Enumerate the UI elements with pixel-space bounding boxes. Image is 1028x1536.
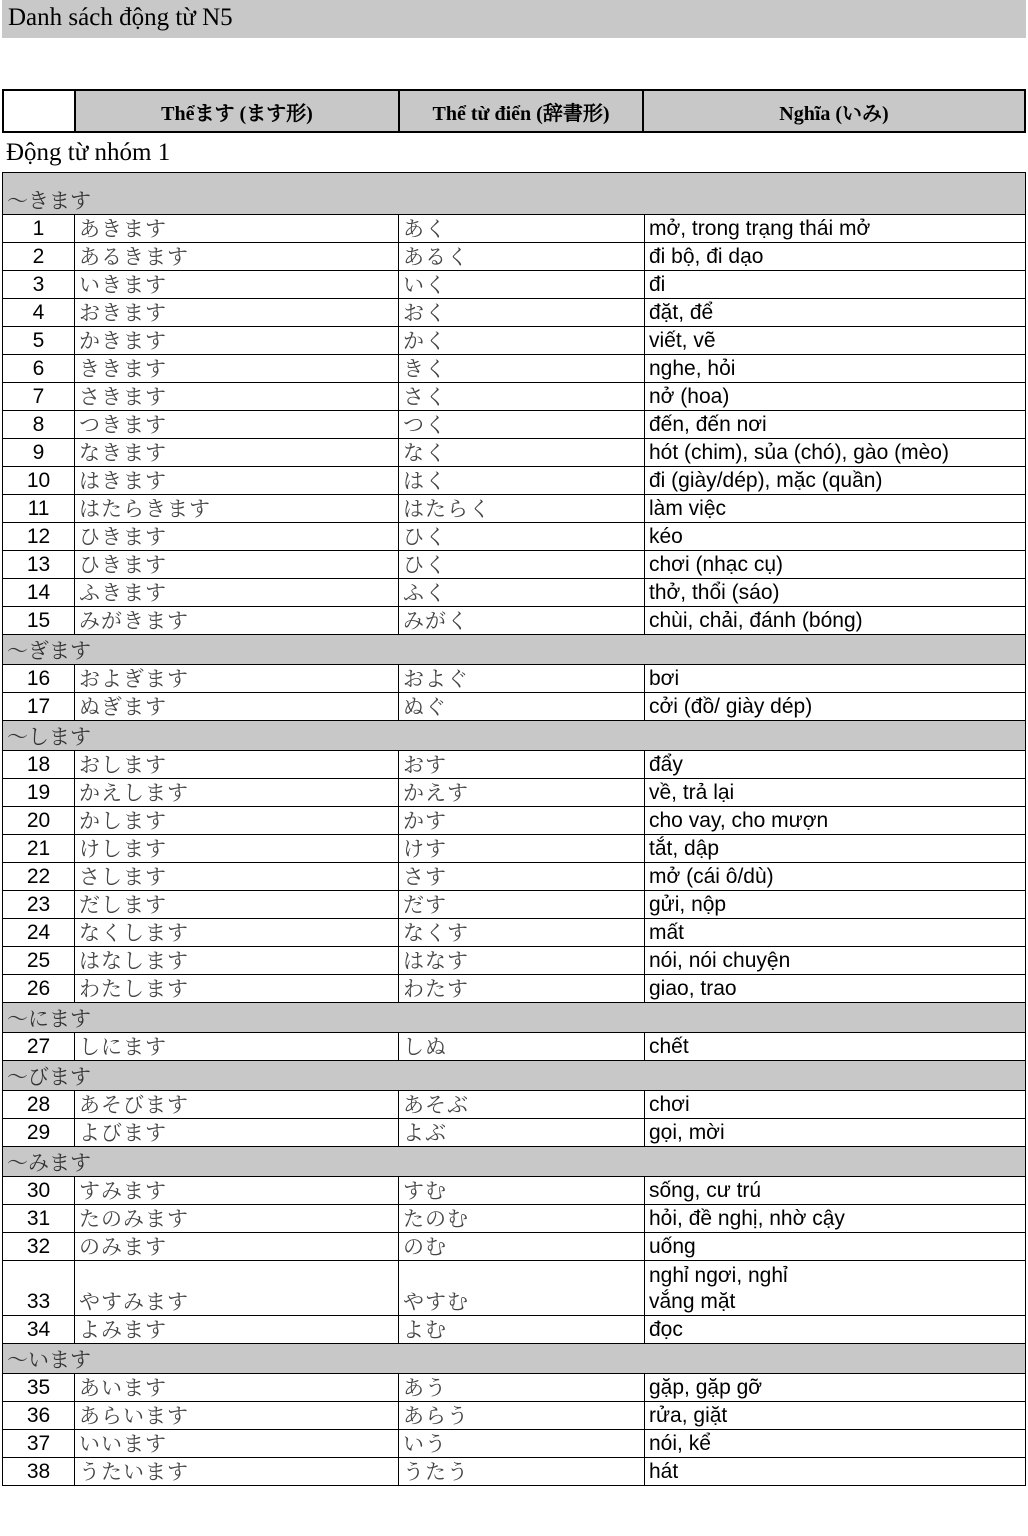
meaning-cell: chùi, chải, đánh (bóng) xyxy=(645,607,1026,635)
meaning-cell: đi (giày/dép), mặc (quần) xyxy=(645,467,1026,495)
masu-form-cell: たのみます xyxy=(75,1205,399,1233)
masu-form-cell: なくします xyxy=(75,919,399,947)
dictionary-form-cell: はく xyxy=(399,467,645,495)
table-row xyxy=(3,1316,1026,1344)
dictionary-form-cell: しぬ xyxy=(399,1033,645,1061)
header-row xyxy=(3,90,1025,132)
table-row xyxy=(3,551,1026,579)
meaning-cell: chơi xyxy=(645,1091,1026,1119)
header-number xyxy=(3,90,75,132)
dictionary-form-cell: はなす xyxy=(399,947,645,975)
meaning-cell: tắt, dập xyxy=(645,835,1026,863)
meaning-cell: uống xyxy=(645,1233,1026,1261)
masu-form-cell: あいます xyxy=(75,1374,399,1402)
dictionary-form-cell: たのむ xyxy=(399,1205,645,1233)
masu-form-cell: あきます xyxy=(75,215,399,243)
header-meaning: Nghĩa (いみ) xyxy=(643,90,1025,132)
dictionary-form-cell: よぶ xyxy=(399,1119,645,1147)
dictionary-form-cell: やすむ xyxy=(399,1261,645,1316)
meaning-cell: chơi (nhạc cụ) xyxy=(645,551,1026,579)
dictionary-form-cell: およぐ xyxy=(399,665,645,693)
table-row xyxy=(3,439,1026,467)
dictionary-form-cell: よむ xyxy=(399,1316,645,1344)
section-label: ～みます xyxy=(3,1147,1026,1177)
table-row xyxy=(3,607,1026,635)
dictionary-form-cell: あそぶ xyxy=(399,1091,645,1119)
masu-form-cell: うたいます xyxy=(75,1458,399,1486)
masu-form-cell: あらいます xyxy=(75,1402,399,1430)
dictionary-form-cell: かえす xyxy=(399,779,645,807)
header-dictionary-form: Thể từ điển (辞書形) xyxy=(399,90,643,132)
section-label: ～ぎます xyxy=(3,635,1026,665)
row-number: 27 xyxy=(3,1033,75,1061)
table-row xyxy=(3,919,1026,947)
dictionary-form-cell: かく xyxy=(399,327,645,355)
meaning-cell: nói, kể xyxy=(645,1430,1026,1458)
meaning-cell: đến, đến nơi xyxy=(645,411,1026,439)
row-number: 5 xyxy=(3,327,75,355)
meaning-cell: nghe, hỏi xyxy=(645,355,1026,383)
title-bar xyxy=(2,0,1026,38)
meaning-cell: gửi, nộp xyxy=(645,891,1026,919)
table-row xyxy=(3,693,1026,721)
section-header-row xyxy=(3,1061,1026,1091)
table-row xyxy=(3,863,1026,891)
masu-form-cell: はなします xyxy=(75,947,399,975)
meaning-cell: làm việc xyxy=(645,495,1026,523)
meaning-cell: cởi (đồ/ giày dép) xyxy=(645,693,1026,721)
masu-form-cell: ふきます xyxy=(75,579,399,607)
header-table xyxy=(2,89,1026,133)
table-row xyxy=(3,467,1026,495)
masu-form-cell: かえします xyxy=(75,779,399,807)
meaning-cell: hát xyxy=(645,1458,1026,1486)
meaning-cell: rửa, giặt xyxy=(645,1402,1026,1430)
masu-form-cell: いきます xyxy=(75,271,399,299)
meaning-cell: giao, trao xyxy=(645,975,1026,1003)
row-number: 11 xyxy=(3,495,75,523)
row-number: 35 xyxy=(3,1374,75,1402)
meaning-cell: nghỉ ngơi, nghỉ vắng mặt xyxy=(645,1261,1026,1316)
verb-table xyxy=(2,172,1026,1486)
meaning-cell: đi xyxy=(645,271,1026,299)
table-row xyxy=(3,579,1026,607)
row-number: 19 xyxy=(3,779,75,807)
masu-form-cell: あるきます xyxy=(75,243,399,271)
row-number: 13 xyxy=(3,551,75,579)
meaning-cell: mất xyxy=(645,919,1026,947)
meaning-cell: cho vay, cho mượn xyxy=(645,807,1026,835)
meaning-cell: đọc xyxy=(645,1316,1026,1344)
section-header-row xyxy=(3,1147,1026,1177)
meaning-cell: mở, trong trạng thái mở xyxy=(645,215,1026,243)
table-row xyxy=(3,947,1026,975)
section-label: ～にます xyxy=(3,1003,1026,1033)
dictionary-form-cell: ひく xyxy=(399,523,645,551)
table-row xyxy=(3,523,1026,551)
meaning-cell: mở (cái ô/dù) xyxy=(645,863,1026,891)
masu-form-cell: のみます xyxy=(75,1233,399,1261)
row-number: 26 xyxy=(3,975,75,1003)
row-number: 12 xyxy=(3,523,75,551)
dictionary-form-cell: おく xyxy=(399,299,645,327)
row-number: 20 xyxy=(3,807,75,835)
section-label: ～びます xyxy=(3,1061,1026,1091)
masu-form-cell: かきます xyxy=(75,327,399,355)
table-row xyxy=(3,1205,1026,1233)
masu-form-cell: はきます xyxy=(75,467,399,495)
group-title: Động từ nhóm 1 xyxy=(6,139,171,166)
meaning-cell: nở (hoa) xyxy=(645,383,1026,411)
meaning-cell: chết xyxy=(645,1033,1026,1061)
table-row xyxy=(3,807,1026,835)
table-row xyxy=(3,327,1026,355)
meaning-cell: đẩy xyxy=(645,751,1026,779)
row-number: 14 xyxy=(3,579,75,607)
row-number: 25 xyxy=(3,947,75,975)
meaning-cell: hỏi, đề nghị, nhờ cậy xyxy=(645,1205,1026,1233)
table-row xyxy=(3,215,1026,243)
masu-form-cell: あそびます xyxy=(75,1091,399,1119)
meaning-cell: kéo xyxy=(645,523,1026,551)
dictionary-form-cell: いく xyxy=(399,271,645,299)
row-number: 7 xyxy=(3,383,75,411)
masu-form-cell: けします xyxy=(75,835,399,863)
masu-form-cell: よみます xyxy=(75,1316,399,1344)
row-number: 31 xyxy=(3,1205,75,1233)
masu-form-cell: さします xyxy=(75,863,399,891)
dictionary-form-cell: のむ xyxy=(399,1233,645,1261)
table-row xyxy=(3,383,1026,411)
header-masu-form: Thểます (ます形) xyxy=(75,90,399,132)
row-number: 18 xyxy=(3,751,75,779)
masu-form-cell: しにます xyxy=(75,1033,399,1061)
masu-form-cell: すみます xyxy=(75,1177,399,1205)
row-number: 24 xyxy=(3,919,75,947)
row-number: 32 xyxy=(3,1233,75,1261)
masu-form-cell: おします xyxy=(75,751,399,779)
row-number: 2 xyxy=(3,243,75,271)
masu-form-cell: およぎます xyxy=(75,665,399,693)
dictionary-form-cell: あらう xyxy=(399,1402,645,1430)
meaning-cell: gặp, gặp gỡ xyxy=(645,1374,1026,1402)
dictionary-form-cell: なくす xyxy=(399,919,645,947)
dictionary-form-cell: いう xyxy=(399,1430,645,1458)
row-number: 28 xyxy=(3,1091,75,1119)
dictionary-form-cell: かす xyxy=(399,807,645,835)
dictionary-form-cell: おす xyxy=(399,751,645,779)
dictionary-form-cell: ふく xyxy=(399,579,645,607)
table-row xyxy=(3,1261,1026,1316)
table-row xyxy=(3,891,1026,919)
table-row xyxy=(3,495,1026,523)
meaning-cell: thở, thổi (sáo) xyxy=(645,579,1026,607)
dictionary-form-cell: つく xyxy=(399,411,645,439)
dictionary-form-cell: さす xyxy=(399,863,645,891)
table-row xyxy=(3,1177,1026,1205)
meaning-cell: nói, nói chuyện xyxy=(645,947,1026,975)
dictionary-form-cell: あく xyxy=(399,215,645,243)
table-row xyxy=(3,1458,1026,1486)
masu-form-cell: いいます xyxy=(75,1430,399,1458)
masu-form-cell: はたらきます xyxy=(75,495,399,523)
row-number: 34 xyxy=(3,1316,75,1344)
masu-form-cell: ききます xyxy=(75,355,399,383)
masu-form-cell: やすみます xyxy=(75,1261,399,1316)
masu-form-cell: ぬぎます xyxy=(75,693,399,721)
section-header-row xyxy=(3,1344,1026,1374)
masu-form-cell: だします xyxy=(75,891,399,919)
table-row xyxy=(3,1233,1026,1261)
row-number: 16 xyxy=(3,665,75,693)
dictionary-form-cell: みがく xyxy=(399,607,645,635)
dictionary-form-cell: けす xyxy=(399,835,645,863)
row-number: 8 xyxy=(3,411,75,439)
dictionary-form-cell: だす xyxy=(399,891,645,919)
table-row xyxy=(3,1430,1026,1458)
dictionary-form-cell: ひく xyxy=(399,551,645,579)
table-row xyxy=(3,271,1026,299)
masu-form-cell: ひきます xyxy=(75,551,399,579)
table-row xyxy=(3,243,1026,271)
row-number: 30 xyxy=(3,1177,75,1205)
verb-table-body xyxy=(3,173,1026,1486)
table-row xyxy=(3,1402,1026,1430)
section-header-row xyxy=(3,173,1026,215)
masu-form-cell: おきます xyxy=(75,299,399,327)
page-title: Danh sách động từ N5 xyxy=(8,4,233,31)
table-row xyxy=(3,299,1026,327)
masu-form-cell: みがきます xyxy=(75,607,399,635)
row-number: 21 xyxy=(3,835,75,863)
row-number: 37 xyxy=(3,1430,75,1458)
dictionary-form-cell: すむ xyxy=(399,1177,645,1205)
section-label: ～します xyxy=(3,721,1026,751)
row-number: 3 xyxy=(3,271,75,299)
meaning-cell: về, trả lại xyxy=(645,779,1026,807)
dictionary-form-cell: はたらく xyxy=(399,495,645,523)
meaning-cell: hót (chim), sủa (chó), gào (mèo) xyxy=(645,439,1026,467)
dictionary-form-cell: さく xyxy=(399,383,645,411)
masu-form-cell: つきます xyxy=(75,411,399,439)
meaning-cell: bơi xyxy=(645,665,1026,693)
table-row xyxy=(3,355,1026,383)
meaning-cell: đi bộ, đi dạo xyxy=(645,243,1026,271)
meaning-cell: gọi, mời xyxy=(645,1119,1026,1147)
row-number: 17 xyxy=(3,693,75,721)
table-row xyxy=(3,779,1026,807)
table-row xyxy=(3,1119,1026,1147)
meaning-cell: sống, cư trú xyxy=(645,1177,1026,1205)
section-header-row xyxy=(3,635,1026,665)
dictionary-form-cell: あう xyxy=(399,1374,645,1402)
meaning-cell: viết, vẽ xyxy=(645,327,1026,355)
section-label: ～きます xyxy=(3,173,1026,215)
section-label: ～います xyxy=(3,1344,1026,1374)
section-header-row xyxy=(3,1003,1026,1033)
dictionary-form-cell: きく xyxy=(399,355,645,383)
table-row xyxy=(3,751,1026,779)
row-number: 6 xyxy=(3,355,75,383)
masu-form-cell: ひきます xyxy=(75,523,399,551)
meaning-cell: đặt, để xyxy=(645,299,1026,327)
row-number: 23 xyxy=(3,891,75,919)
section-header-row xyxy=(3,721,1026,751)
dictionary-form-cell: うたう xyxy=(399,1458,645,1486)
table-row xyxy=(3,835,1026,863)
row-number: 29 xyxy=(3,1119,75,1147)
table-row xyxy=(3,665,1026,693)
dictionary-form-cell: わたす xyxy=(399,975,645,1003)
table-row xyxy=(3,1033,1026,1061)
dictionary-form-cell: なく xyxy=(399,439,645,467)
masu-form-cell: わたします xyxy=(75,975,399,1003)
row-number: 36 xyxy=(3,1402,75,1430)
dictionary-form-cell: あるく xyxy=(399,243,645,271)
dictionary-form-cell: ぬぐ xyxy=(399,693,645,721)
row-number: 10 xyxy=(3,467,75,495)
table-row xyxy=(3,1091,1026,1119)
row-number: 4 xyxy=(3,299,75,327)
masu-form-cell: よびます xyxy=(75,1119,399,1147)
masu-form-cell: かします xyxy=(75,807,399,835)
row-number: 9 xyxy=(3,439,75,467)
row-number: 15 xyxy=(3,607,75,635)
table-row xyxy=(3,411,1026,439)
row-number: 33 xyxy=(3,1261,75,1316)
row-number: 1 xyxy=(3,215,75,243)
masu-form-cell: なきます xyxy=(75,439,399,467)
table-row xyxy=(3,1374,1026,1402)
table-row xyxy=(3,975,1026,1003)
masu-form-cell: さきます xyxy=(75,383,399,411)
row-number: 22 xyxy=(3,863,75,891)
row-number: 38 xyxy=(3,1458,75,1486)
